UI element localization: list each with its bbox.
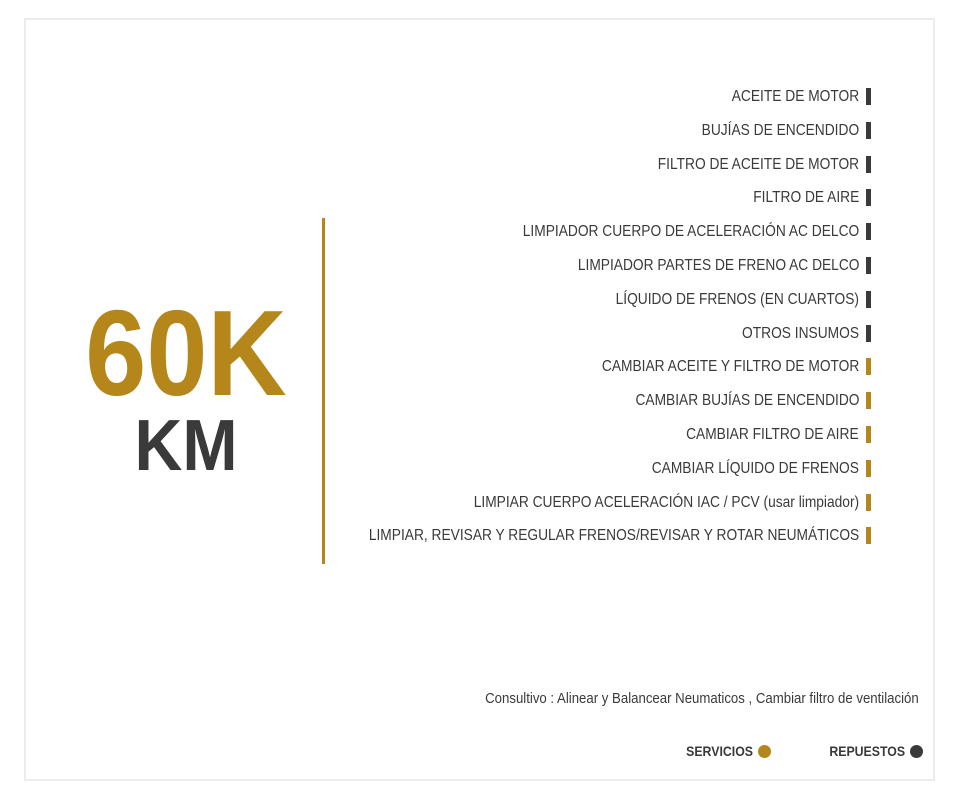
item-label: BUJÍAS DE ENCENDIDO: [701, 121, 859, 139]
item-label: LIMPIAR CUERPO ACELERACIÓN IAC / PCV (usar limpiador): [473, 493, 859, 511]
mileage-value: 60K: [85, 285, 287, 421]
servicios-marker-icon: [866, 358, 871, 375]
advisory-note: Consultivo : Alinear y Balancear Neumaticos , Cambiar filtro de ventilación: [485, 690, 919, 707]
item-label: CAMBIAR ACEITE Y FILTRO DE MOTOR: [601, 358, 859, 376]
servicios-marker-icon: [866, 494, 871, 511]
legend-repuestos: [819, 743, 923, 759]
servicios-marker-icon: [866, 460, 871, 477]
legend-servicios: [677, 743, 771, 759]
repuestos-marker-icon: [866, 156, 871, 173]
item-label: LIMPIADOR CUERPO DE ACELERACIÓN AC DELCO: [522, 223, 859, 241]
repuestos-marker-icon: [866, 257, 871, 274]
repuestos-marker-icon: [866, 291, 871, 308]
servicios-dot-icon: [758, 745, 771, 758]
item-label: CAMBIAR BUJÍAS DE ENCENDIDO: [634, 392, 859, 410]
item-label: ACEITE DE MOTOR: [731, 88, 859, 105]
mileage-unit: KM: [134, 406, 238, 486]
list-item: [289, 323, 871, 357]
repuestos-dot-icon: [910, 745, 923, 758]
item-label: CAMBIAR LÍQUIDO DE FRENOS: [651, 459, 859, 477]
repuestos-marker-icon: [866, 223, 871, 240]
servicios-marker-icon: [866, 527, 871, 544]
list-item: [289, 458, 871, 492]
item-label: OTROS INSUMOS: [742, 324, 859, 342]
list-item: [289, 187, 871, 221]
list-item: [289, 154, 871, 188]
item-label: FILTRO DE ACEITE DE MOTOR: [657, 155, 859, 173]
servicios-marker-icon: [866, 426, 871, 443]
list-item: [289, 120, 871, 154]
repuestos-marker-icon: [866, 88, 871, 105]
list-item: [289, 221, 871, 255]
servicios-marker-icon: [866, 392, 871, 409]
list-item: [289, 255, 871, 289]
list-item: [289, 492, 871, 526]
item-label: FILTRO DE AIRE: [752, 189, 859, 207]
repuestos-marker-icon: [866, 122, 871, 139]
list-item: [289, 525, 871, 559]
list-item: [289, 86, 871, 120]
list-item: [289, 356, 871, 390]
item-label: CAMBIAR FILTRO DE AIRE: [686, 425, 859, 443]
item-label: LÍQUIDO DE FRENOS (EN CUARTOS): [615, 290, 859, 308]
legend-servicios-label: SERVICIOS: [686, 743, 753, 759]
legend-repuestos-label: REPUESTOS: [829, 743, 906, 759]
maintenance-list: [289, 86, 871, 559]
item-label: LIMPIAR, REVISAR Y REGULAR FRENOS/REVISAR Y ROTAR NEUMÁTICOS: [368, 527, 859, 545]
repuestos-marker-icon: [866, 325, 871, 342]
item-label: LIMPIADOR PARTES DE FRENO AC DELCO: [577, 256, 859, 274]
list-item: [289, 424, 871, 458]
repuestos-marker-icon: [866, 189, 871, 206]
list-item: [289, 390, 871, 424]
list-item: [289, 289, 871, 323]
